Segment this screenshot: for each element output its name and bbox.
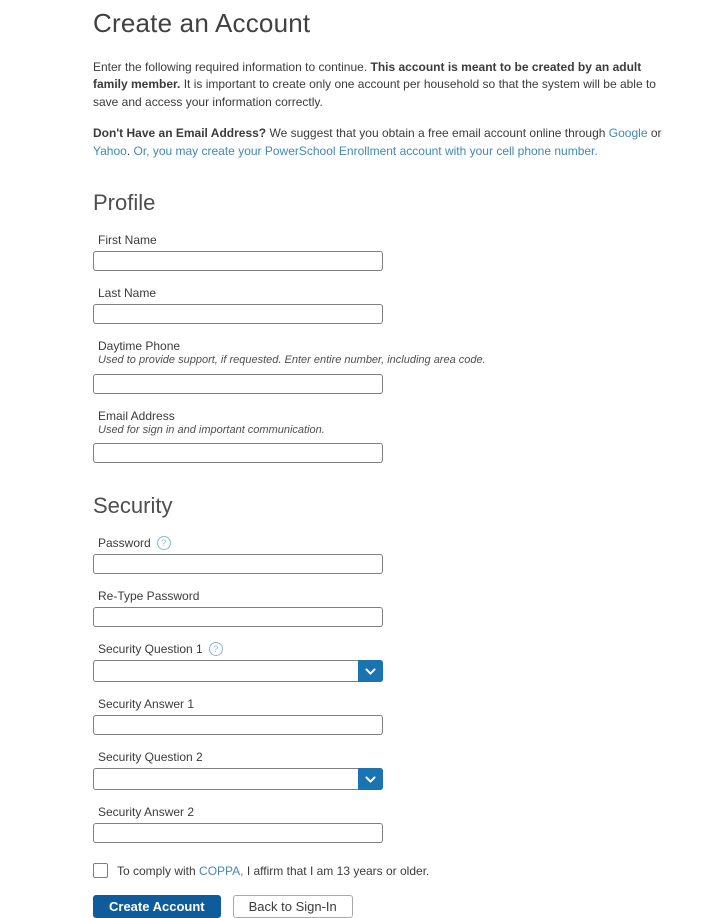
email-address-help-text: Used for sign in and important communication. [98, 423, 325, 436]
security-question-1-dropdown-button[interactable] [358, 660, 383, 682]
password-label: Password [98, 536, 151, 551]
security-section-heading: Security [93, 493, 173, 519]
password-input[interactable] [93, 554, 383, 574]
first-name-field-group [93, 233, 383, 271]
security-answer-2-input[interactable] [93, 823, 383, 843]
intro-bold-text: This account is meant to be created by an adult family member. [93, 60, 642, 92]
security-question-1-field-group [93, 642, 383, 682]
email-address-input[interactable] [93, 443, 383, 463]
security-answer-2-label: Security Answer 2 [98, 805, 195, 820]
security-answer-1-label: Security Answer 1 [98, 697, 195, 712]
email-address-label: Email Address [98, 408, 175, 423]
last-name-label: Last Name [98, 285, 157, 300]
retype-password-label: Re-Type Password [98, 589, 200, 604]
security-answer-1-input[interactable] [93, 715, 383, 735]
email-note-paragraph [93, 125, 671, 160]
security-question-2-select[interactable] [93, 768, 383, 790]
coppa-text-1: To comply with [117, 863, 200, 878]
email-note-text-2: or [647, 126, 662, 141]
coppa-consent-row [93, 863, 687, 878]
security-question-1-label: Security Question 1 [98, 642, 203, 657]
security-question-1-help-icon[interactable]: ? [209, 642, 223, 656]
yahoo-link[interactable]: Yahoo [93, 143, 127, 158]
create-account-button[interactable]: Create Account [93, 895, 221, 918]
password-field-group [93, 536, 383, 574]
cell-phone-signup-link[interactable]: Or, you may create your PowerSchool Enrollment account with your cell phone number. [133, 143, 598, 158]
security-question-2-label: Security Question 2 [98, 750, 203, 765]
last-name-input[interactable] [93, 304, 383, 324]
daytime-phone-field-group [93, 338, 486, 394]
first-name-label: First Name [98, 232, 157, 247]
last-name-field-group [93, 286, 383, 324]
page-title: Create an Account [93, 8, 311, 38]
chevron-down-icon [364, 773, 377, 786]
intro-paragraph [93, 59, 671, 111]
retype-password-field-group [93, 589, 383, 627]
form-actions [93, 895, 687, 918]
security-answer-2-field-group [93, 805, 383, 843]
daytime-phone-label: Daytime Phone [98, 338, 181, 353]
coppa-text-2: I affirm that I am 13 years or older. [243, 863, 430, 878]
security-question-1-select[interactable] [93, 660, 383, 682]
security-answer-1-field-group [93, 697, 383, 735]
first-name-input[interactable] [93, 251, 383, 271]
chevron-down-icon [364, 665, 377, 678]
coppa-checkbox[interactable] [93, 863, 108, 878]
retype-password-input[interactable] [93, 607, 383, 627]
intro-text-1: Enter the following required information to continue. [93, 60, 371, 74]
daytime-phone-help-text: Used to provide support, if requested. Enter entire number, including area code. [98, 353, 486, 366]
password-help-icon[interactable]: ? [157, 536, 171, 550]
security-question-2-dropdown-button[interactable] [358, 768, 383, 790]
email-note-text-1: We suggest that you obtain a free email account online through [266, 126, 609, 141]
daytime-phone-input[interactable] [93, 374, 383, 394]
coppa-link[interactable]: COPPA, [199, 863, 244, 878]
profile-section-heading: Profile [93, 189, 156, 215]
security-question-2-field-group [93, 750, 383, 790]
email-note-bold-text: Don't Have an Email Address? [93, 126, 267, 141]
email-note-text-3: . [126, 143, 134, 158]
email-address-field-group [93, 409, 383, 464]
back-to-signin-button[interactable]: Back to Sign-In [233, 895, 353, 918]
google-link[interactable]: Google [608, 126, 648, 141]
intro-text-2: It is important to create only one account per household so that the system will be able to save and access your information correctly. [93, 77, 656, 109]
